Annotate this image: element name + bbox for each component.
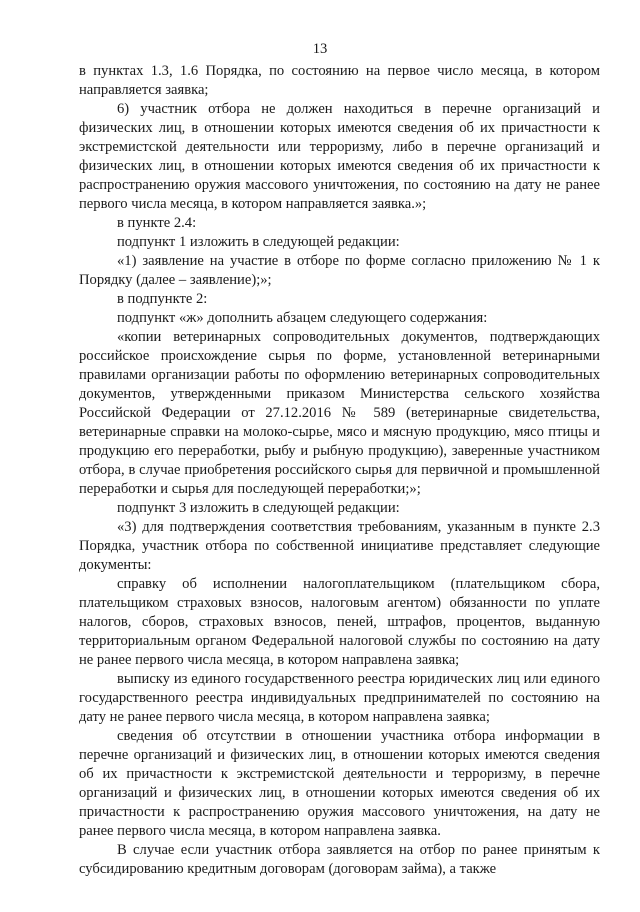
paragraph: подпункт 1 изложить в следующей редакции:	[117, 234, 400, 250]
paragraph: «3) для подтверждения соответствия требованиям, указанным в пункте 2.3 Порядка, участник отбора по собственной инициативе представляет следующие документы:	[79, 519, 600, 573]
paragraph: сведения об отсутствии в отношении участника отбора информации в перечне организаций и физических лиц, в отношении которых имеются сведения об их причастности к экстремистской деятельности и терроризму, в перечне организаций и физических лиц, в отношении которых имеются сведения об их причастности к распространению оружия массового уничтожения, на дату не ранее первого числа месяца, в котором направлена заявка.	[79, 728, 600, 839]
paragraph: 6) участник отбора не должен находиться в перечне организаций и физических лиц, в отношении которых имеются сведения об их причастности к экстремистской деятельности или терроризму, либо в перечне организаций и физических лиц, в отношении которых имеются сведения об их причастности к распространению оружия массового уничтожения, по состоянию на дату не ранее первого числа месяца, в котором направляется заявка.»;	[79, 101, 600, 212]
paragraph: «1) заявление на участие в отборе по форме согласно приложению № 1 к Порядку (далее – заявление);»;	[79, 253, 600, 288]
paragraph: в пункте 2.4:	[117, 215, 197, 231]
document-body	[79, 62, 600, 879]
paragraph: В случае если участник отбора заявляется на отбор по ранее принятым к субсидированию кредитным договорам (договорам займа), а также	[79, 842, 600, 877]
paragraph: «копии ветеринарных сопроводительных документов, подтверждающих российское происхождение сырья по форме, установленной ветеринарными правилами организации работы по оформлению ветеринарных сопроводительных документов, утвержденными приказом Министерства сельского хозяйства Российской Федерации от 27.12.2016 № 589 (ветеринарные свидетельства, ветеринарные справки на молоко-сырье, мясо и мясную продукцию, мясо птицы и продукцию его переработки, рыбу и рыбную продукцию), заверенные участником отбора, в случае приобретения российского сырья для первичной и промышленной переработки и сырья для последующей переработки;»;	[79, 329, 600, 497]
paragraph: выписку из единого государственного реестра юридических лиц или единого государственного реестра индивидуальных предпринимателей по состоянию на дату не ранее первого числа месяца, в котором направлена заявка;	[79, 671, 600, 725]
paragraph: подпункт «ж» дополнить абзацем следующего содержания:	[117, 310, 488, 326]
paragraph: подпункт 3 изложить в следующей редакции:	[117, 500, 400, 516]
paragraph: в пунктах 1.3, 1.6 Порядка, по состоянию на первое число месяца, в котором направляется заявка;	[79, 63, 600, 98]
paragraph: в подпункте 2:	[117, 291, 208, 307]
page-number: 13	[312, 41, 328, 57]
paragraph: справку об исполнении налогоплательщиком (плательщиком сбора, плательщиком страховых взносов, налоговым агентом) обязанности по уплате налогов, сборов, страховых взносов, пеней, штрафов, процентов, выданную территориальным органом Федеральной налоговой службы по состоянию на дату не ранее первого числа месяца, в котором направлена заявка;	[79, 576, 600, 668]
